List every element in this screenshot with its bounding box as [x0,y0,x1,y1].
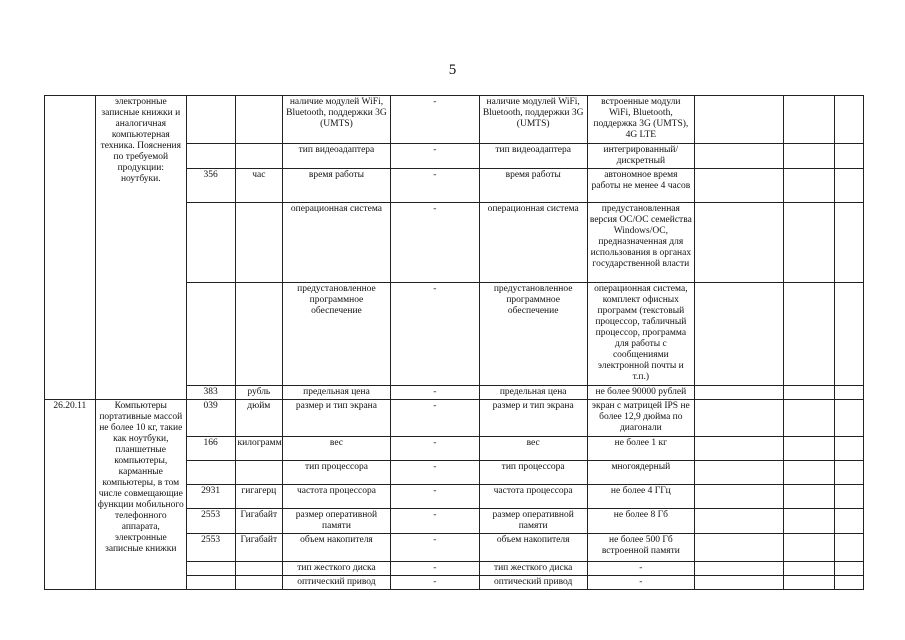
okei-code-cell [186,203,235,283]
characteristic-cell: наличие модулей WiFi, Bluetooth, поддержки 3G (UMTS) [283,96,391,144]
characteristic-cell: частота процессора [283,485,391,509]
empty-cell [834,169,863,203]
empty-cell [695,534,784,562]
characteristic-cell: тип жесткого диска [283,562,391,576]
product-name-cell: электронные записные книжки и аналогичная компьютерная техника. Пояснения по требуемой продукции: ноутбуки. [95,96,186,400]
empty-cell [695,169,784,203]
empty-cell [834,96,863,144]
characteristic-cell: тип видеоадаптера [283,144,391,169]
empty-cell [784,169,835,203]
value-cell: предустановленная версия ОС/ОС семейства Windows/OC, предназначенная для использования в органах государственной власти [587,203,695,283]
characteristic-cell: время работы [283,169,391,203]
characteristic-cell: объем накопителя [479,534,587,562]
empty-cell [784,485,835,509]
okei-code-cell: 356 [186,169,235,203]
empty-cell [695,96,784,144]
okei-code-cell [186,461,235,485]
empty-cell [834,509,863,534]
empty-cell [834,386,863,400]
value-cell: не более 4 ГГц [587,485,695,509]
empty-cell [695,400,784,437]
characteristic-cell: тип процессора [283,461,391,485]
characteristic-cell: предельная цена [479,386,587,400]
value-cell: - [390,576,479,590]
page-number: 5 [448,62,457,78]
unit-cell [235,144,283,169]
value-cell: не более 90000 рублей [587,386,695,400]
characteristic-cell: вес [479,437,587,461]
value-cell: встроенные модули WiFi, Bluetooth, поддержка 3G (UMTS), 4G LTE [587,96,695,144]
value-cell: - [390,437,479,461]
okpd-code-cell: 26.20.11 [45,400,96,590]
empty-cell [784,461,835,485]
value-cell: экран с матрицей IPS не более 12,9 дюйма по диагонали [587,400,695,437]
characteristic-cell: размер оперативной памяти [479,509,587,534]
value-cell: не более 8 Гб [587,509,695,534]
characteristic-cell: операционная система [479,203,587,283]
value-cell: интегрированный/дискретный [587,144,695,169]
characteristic-cell: размер оперативной памяти [283,509,391,534]
characteristic-cell: наличие модулей WiFi, Bluetooth, поддержки 3G (UMTS) [479,96,587,144]
characteristic-cell: тип процессора [479,461,587,485]
value-cell: многоядерный [587,461,695,485]
characteristic-cell: операционная система [283,203,391,283]
empty-cell [784,203,835,283]
okei-code-cell: 2553 [186,509,235,534]
empty-cell [784,534,835,562]
okpd-code-cell [45,96,96,400]
empty-cell [695,509,784,534]
okei-code-cell [186,562,235,576]
unit-cell: гигагерц [235,485,283,509]
value-cell: - [390,400,479,437]
empty-cell [834,576,863,590]
characteristic-cell: вес [283,437,391,461]
value-cell: - [390,96,479,144]
okei-code-cell: 2553 [186,534,235,562]
unit-cell [235,96,283,144]
empty-cell [784,437,835,461]
value-cell: не более 500 Гб встроенной памяти [587,534,695,562]
unit-cell: Гигабайт [235,534,283,562]
value-cell: - [390,534,479,562]
characteristic-cell: оптический привод [479,576,587,590]
requirements-table [44,95,864,590]
empty-cell [695,386,784,400]
value-cell: - [390,203,479,283]
unit-cell: час [235,169,283,203]
empty-cell [784,509,835,534]
value-cell: - [390,386,479,400]
empty-cell [834,461,863,485]
okei-code-cell: 166 [186,437,235,461]
okei-code-cell: 383 [186,386,235,400]
okei-code-cell [186,283,235,386]
value-cell: не более 1 кг [587,437,695,461]
unit-cell: рубль [235,386,283,400]
empty-cell [695,461,784,485]
value-cell: - [390,169,479,203]
table-row [45,400,864,437]
empty-cell [695,144,784,169]
characteristic-cell: тип жесткого диска [479,562,587,576]
empty-cell [784,400,835,437]
value-cell: - [390,144,479,169]
value-cell: операционная система, комплект офисных программ (текстовый процессор, табличный процессор, программа для работы с сообщениями электронной почты и т.п.) [587,283,695,386]
okei-code-cell: 2931 [186,485,235,509]
characteristic-cell: тип видеоадаптера [479,144,587,169]
empty-cell [834,283,863,386]
characteristic-cell: объем накопителя [283,534,391,562]
empty-cell [834,534,863,562]
value-cell: - [390,283,479,386]
okei-code-cell [186,144,235,169]
unit-cell [235,461,283,485]
characteristic-cell: предустановленное программное обеспечение [479,283,587,386]
value-cell: - [390,485,479,509]
characteristic-cell: размер и тип экрана [283,400,391,437]
unit-cell [235,283,283,386]
value-cell: автономное время работы не менее 4 часов [587,169,695,203]
empty-cell [784,144,835,169]
empty-cell [784,562,835,576]
empty-cell [834,144,863,169]
value-cell: - [587,576,695,590]
characteristic-cell: размер и тип экрана [479,400,587,437]
okei-code-cell [186,96,235,144]
empty-cell [834,437,863,461]
unit-cell [235,576,283,590]
unit-cell: дюйм [235,400,283,437]
characteristic-cell: предельная цена [283,386,391,400]
okei-code-cell: 039 [186,400,235,437]
characteristic-cell: частота процессора [479,485,587,509]
empty-cell [784,283,835,386]
value-cell: - [390,562,479,576]
unit-cell [235,203,283,283]
okei-code-cell [186,576,235,590]
unit-cell: килограмм [235,437,283,461]
empty-cell [784,386,835,400]
value-cell: - [390,509,479,534]
table-row [45,96,864,144]
empty-cell [784,576,835,590]
empty-cell [695,283,784,386]
empty-cell [695,437,784,461]
empty-cell [695,562,784,576]
product-name-cell: Компьютеры портативные массой не более 10 кг, такие как ноутбуки, планшетные компьютеры, карманные компьютеры, в том числе совмещающие функции мобильного телефонного аппарата, электронные записные книжки [95,400,186,590]
unit-cell [235,562,283,576]
value-cell: - [390,461,479,485]
characteristic-cell: оптический привод [283,576,391,590]
empty-cell [695,485,784,509]
unit-cell: Гигабайт [235,509,283,534]
empty-cell [834,485,863,509]
value-cell: - [587,562,695,576]
empty-cell [834,203,863,283]
empty-cell [695,576,784,590]
empty-cell [695,203,784,283]
empty-cell [834,400,863,437]
empty-cell [784,96,835,144]
empty-cell [834,562,863,576]
characteristic-cell: предустановленное программное обеспечение [283,283,391,386]
characteristic-cell: время работы [479,169,587,203]
